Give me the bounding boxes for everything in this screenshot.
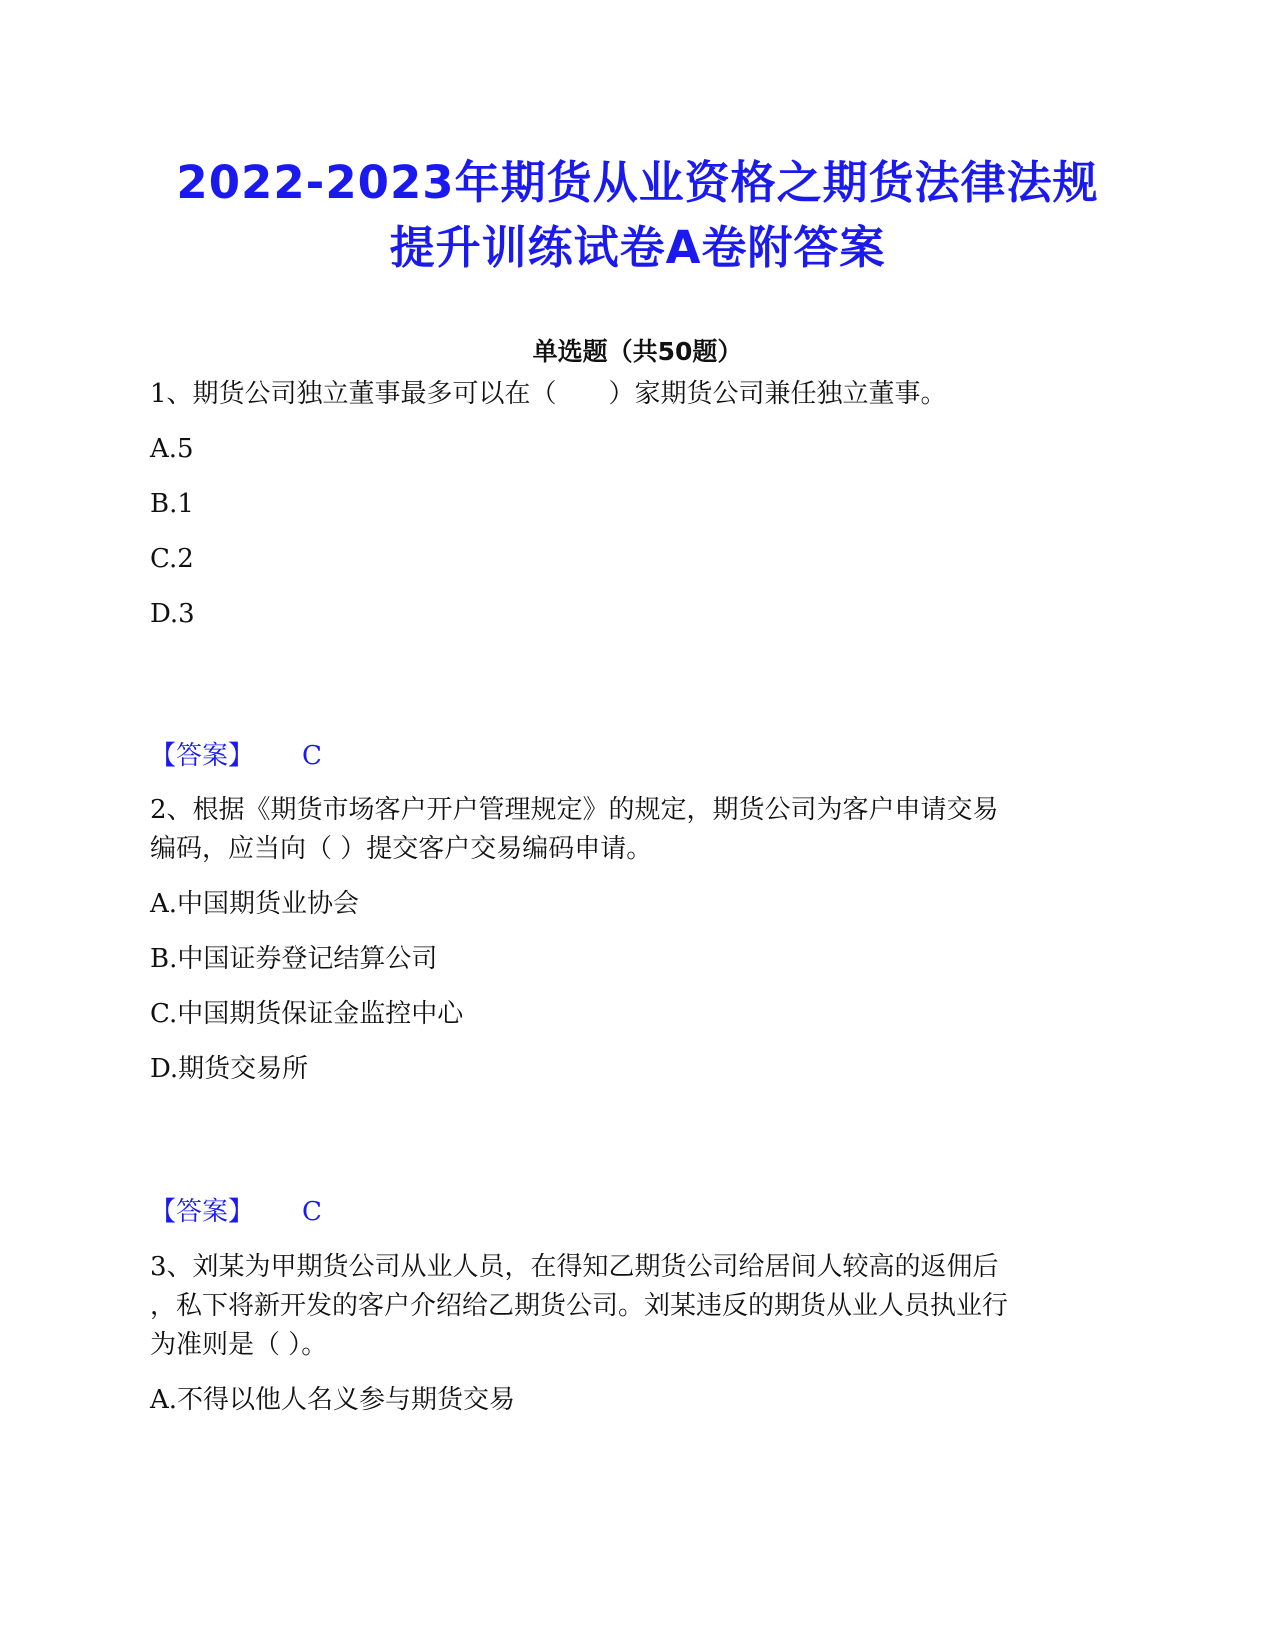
question-1-option-d: D.3: [150, 599, 195, 629]
question-3-stem-line-2: ，私下将新开发的客户介绍给乙期货公司。刘某违反的期货从业人员执业行: [150, 1291, 1009, 1321]
question-2-option-d: D.期货交易所: [150, 1054, 309, 1084]
question-2-stem-line-1: 2、根据《期货市场客户开户管理规定》的规定，期货公司为客户申请交易: [150, 795, 999, 825]
document-title-line-1: 2022-2023年期货从业资格之期货法律法规: [176, 156, 1099, 209]
answer-label: 【答案】: [150, 1197, 255, 1227]
document-title-line-2: 提升训练试卷A卷附答案: [389, 221, 886, 274]
question-3-stem-line-1: 3、刘某为甲期货公司从业人员，在得知乙期货公司给居间人较高的返佣后: [150, 1252, 999, 1282]
question-3-stem-line-3: 为准则是（ ）。: [150, 1330, 328, 1360]
question-2-option-a: A.中国期货业协会: [150, 889, 360, 919]
question-1-option-b: B.1: [150, 489, 194, 519]
answer-label: 【答案】: [150, 741, 255, 771]
question-2-stem-line-2: 编码，应当向（ ）提交客户交易编码申请。: [150, 834, 653, 864]
section-heading: 单选题（共50题）: [532, 337, 743, 366]
question-2-option-b: B.中国证券登记结算公司: [150, 944, 438, 974]
answer-value: C: [302, 1197, 322, 1227]
question-2-option-c: C.中国期货保证金监控中心: [150, 999, 464, 1029]
question-1-option-a: A.5: [150, 434, 194, 464]
question-1-stem: 1、期货公司独立董事最多可以在（ ）家期货公司兼任独立董事。: [150, 379, 947, 409]
question-1-option-c: C.2: [150, 544, 194, 574]
question-3-option-a: A.不得以他人名义参与期货交易: [150, 1385, 516, 1415]
question-2-answer: [150, 1193, 322, 1231]
answer-value: C: [302, 741, 322, 771]
question-1-answer: [150, 737, 322, 775]
